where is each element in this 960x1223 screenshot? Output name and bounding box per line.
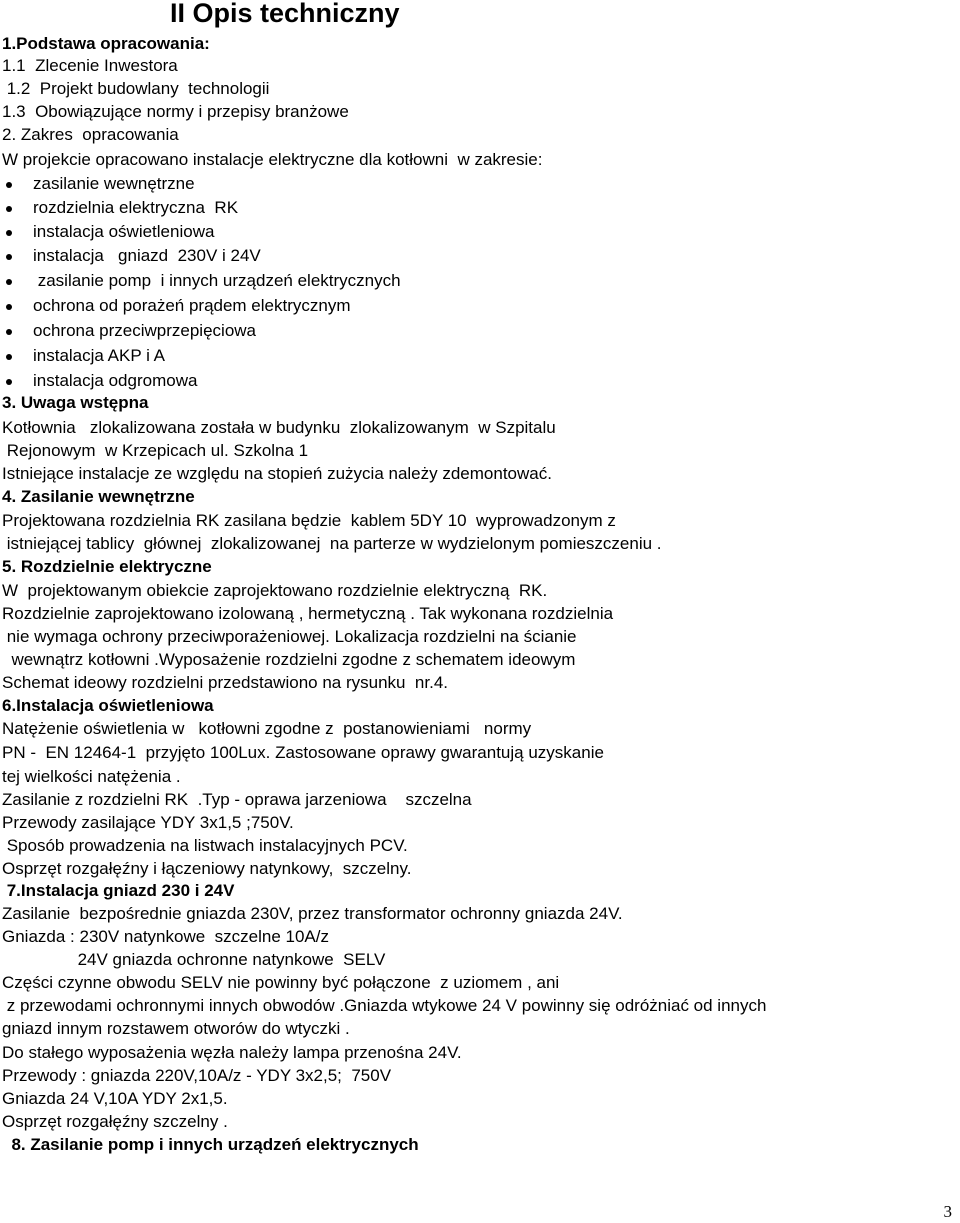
section-6-text-line: tej wielkości natężenia . (2, 767, 181, 786)
section-1-item: 1.2 Projekt budowlany technologii (2, 79, 270, 98)
section-5-text-line: W projektowanym obiekcie zaprojektowano rozdzielnie elektryczną RK. (2, 581, 548, 600)
section-3-text-line: Rejonowym w Krzepicach ul. Szkolna 1 (2, 441, 309, 460)
section-4-heading: 4. Zasilanie wewnętrzne (2, 487, 195, 506)
bullet-text: ochrona przeciwprzepięciowa (33, 321, 257, 340)
bullet-icon (6, 182, 12, 188)
section-7-text-line: Części czynne obwodu SELV nie powinny być połączone z uziomem , ani (2, 973, 560, 992)
section-4-text-line: istniejącej tablicy głównej zlokalizowanej na parterze w wydzielonym pomieszczeniu . (2, 534, 662, 553)
section-5-text-line: Rozdzielnie zaprojektowano izolowaną , hermetyczną . Tak wykonana rozdzielnia (2, 604, 614, 623)
bullet-icon (6, 329, 12, 335)
section-1-heading: 1.Podstawa opracowania: (2, 34, 210, 53)
section-7-text-line: Zasilanie bezpośrednie gniazda 230V, przez transformator ochronny gniazda 24V. (2, 904, 623, 923)
page-number: 3 (943, 1202, 952, 1221)
section-3-text-line: Kotłownia zlokalizowana została w budynku zlokalizowanym w Szpitalu (2, 418, 556, 437)
section-8-heading: 8. Zasilanie pomp i innych urządzeń elektrycznych (2, 1135, 419, 1154)
bullet-icon (6, 206, 12, 212)
section-6-text-line: Zasilanie z rozdzielni RK .Typ - oprawa jarzeniowa szczelna (2, 790, 472, 809)
bullet-text: instalacja gniazd 230V i 24V (33, 246, 261, 265)
section-6-text-line: Natężenie oświetlenia w kotłowni zgodne z postanowieniami normy (2, 719, 532, 738)
section-7-text-line: Gniazda : 230V natynkowe szczelne 10A/z (2, 927, 329, 946)
bullet-text: instalacja odgromowa (33, 371, 198, 390)
section-3-text-line: Istniejące instalacje ze względu na stopień zużycia należy zdemontować. (2, 464, 552, 483)
section-6-heading: 6.Instalacja oświetleniowa (2, 696, 214, 715)
bullet-text: ochrona od porażeń prądem elektrycznym (33, 296, 351, 315)
bullet-icon (6, 279, 12, 285)
section-5-text-line: nie wymaga ochrony przeciwporażeniowej. Lokalizacja rozdzielni na ścianie (2, 627, 577, 646)
bullet-icon (6, 304, 12, 310)
bullet-icon (6, 230, 12, 236)
section-7-text-line: Osprzęt rozgałęźny szczelny . (2, 1112, 228, 1131)
section-6-text-line: Przewody zasilające YDY 3x1,5 ;750V. (2, 813, 294, 832)
bullet-icon (6, 379, 12, 385)
section-4-text-line: Projektowana rozdzielnia RK zasilana będzie kablem 5DY 10 wyprowadzonym z (2, 511, 616, 530)
section-5-heading: 5. Rozdzielnie elektryczne (2, 557, 212, 576)
section-7-text-line: Do stałego wyposażenia węzła należy lampa przenośna 24V. (2, 1043, 462, 1062)
section-5-text-line: wewnątrz kotłowni .Wyposażenie rozdzielni zgodne z schematem ideowym (2, 650, 576, 669)
section-6-text-line: Sposób prowadzenia na listwach instalacyjnych PCV. (2, 836, 408, 855)
bullet-text: instalacja oświetleniowa (33, 222, 215, 241)
section-1-item: 1.1 Zlecenie Inwestora (2, 56, 178, 75)
bullet-text: instalacja AKP i A (33, 346, 165, 365)
section-6-text-line: Osprzęt rozgałęźny i łączeniowy natynkowy, szczelny. (2, 859, 412, 878)
section-2-heading: 2. Zakres opracowania (2, 125, 179, 144)
bullet-text: rozdzielnia elektryczna RK (33, 198, 239, 217)
section-6-text-line: PN - EN 12464-1 przyjęto 100Lux. Zastosowane oprawy gwarantują uzyskanie (2, 743, 604, 762)
section-7-text-line: z przewodami ochronnymi innych obwodów .Gniazda wtykowe 24 V powinny się odróżniać od innych (2, 996, 767, 1015)
section-5-text-line: Schemat ideowy rozdzielni przedstawiono na rysunku nr.4. (2, 673, 449, 692)
section-1-item: 1.3 Obowiązujące normy i przepisy branżowe (2, 102, 349, 121)
section-3-heading: 3. Uwaga wstępna (2, 393, 149, 412)
page-title: II Opis techniczny (170, 0, 400, 28)
section-7-heading: 7.Instalacja gniazd 230 i 24V (2, 881, 235, 900)
section-7-text-line: Gniazda 24 V,10A YDY 2x1,5. (2, 1089, 228, 1108)
section-7-text-line: gniazd innym rozstawem otworów do wtyczki . (2, 1019, 350, 1038)
section-2-intro: W projekcie opracowano instalacje elektryczne dla kotłowni w zakresie: (2, 150, 543, 169)
bullet-text: zasilanie wewnętrzne (33, 174, 195, 193)
bullet-icon (6, 354, 12, 360)
bullet-text: zasilanie pomp i innych urządzeń elektrycznych (33, 271, 401, 290)
section-7-text-line: Przewody : gniazda 220V,10A/z - YDY 3x2,5; 750V (2, 1066, 392, 1085)
section-7-text-line: 24V gniazda ochronne natynkowe SELV (2, 950, 386, 969)
bullet-icon (6, 254, 12, 260)
